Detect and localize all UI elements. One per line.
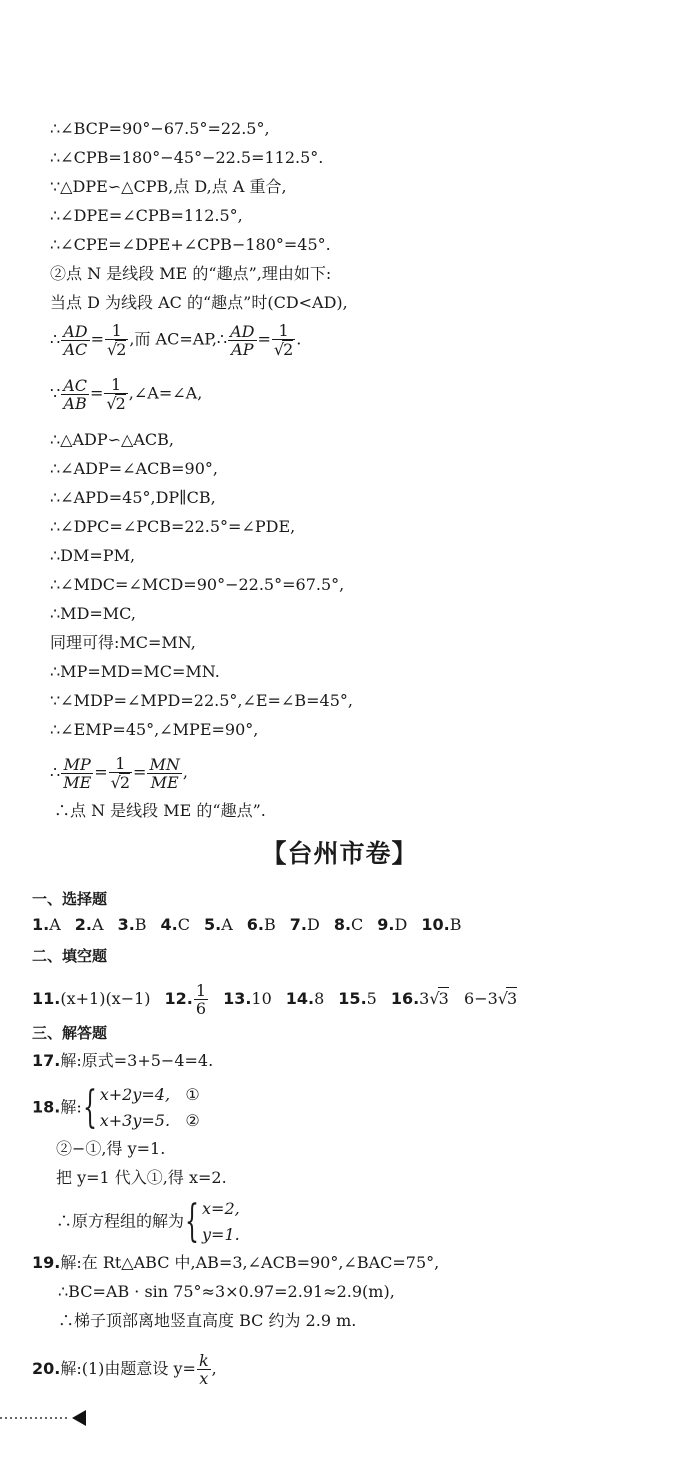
fill-answers (32, 982, 531, 1017)
radicand: 2 (116, 340, 127, 359)
answer-item: 5.A (204, 915, 233, 934)
answer-item: 11.(x+1)(x−1) (32, 989, 151, 1008)
answer-item: 3.B (117, 915, 147, 934)
answer-item: 15.5 (338, 989, 377, 1008)
denominator: √2 (106, 394, 126, 413)
fraction-line (50, 322, 301, 358)
equals: = (89, 383, 104, 403)
answer-item: 13.10 (223, 989, 272, 1008)
fraction-text: ,∠A=∠A, (128, 383, 203, 403)
solution-line: ∴DM=PM, (50, 546, 136, 565)
q19: 19.解:在 Rt△ABC 中,AB=3,∠ACB=90°,∠BAC=75°, (32, 1253, 440, 1272)
solution-line: ∴∠MDC=∠MCD=90°−22.5°=67.5°, (50, 575, 345, 594)
fraction (61, 323, 89, 358)
answer-item: 2.A (74, 915, 104, 934)
part3-heading: 三、解答题 (32, 1024, 108, 1042)
fraction (61, 756, 93, 791)
solution-line: ②点 N 是线段 ME 的“趣点”,理由如下: (50, 264, 332, 283)
numerator: 1 (105, 322, 128, 340)
numerator: AD (230, 321, 255, 341)
fraction: $\frac{k}{x}$ (198, 1351, 209, 1388)
denominator: AB (63, 393, 87, 413)
because-symbol: ∵ (50, 383, 61, 403)
denominator: √2 (106, 340, 127, 359)
solution-line: ∴∠CPE=∠DPE+∠CPB−180°=45°. (50, 235, 331, 254)
denominator: ME (150, 772, 179, 792)
solution-line: ∴∠ADP=∠ACB=90°, (50, 459, 218, 478)
numerator: 1 (272, 322, 295, 340)
q18-step: 把 y=1 代入①,得 x=2. (56, 1168, 227, 1187)
therefore-symbol: ∴ (50, 762, 61, 782)
q18-solution: ∴原方程组的解为{ x=2, y=1. (56, 1196, 240, 1247)
q19-line: ∴梯子顶部离地竖直高度 BC 约为 2.9 m. (58, 1311, 357, 1330)
denominator: √2 (110, 773, 131, 792)
fraction (147, 756, 181, 791)
solution-line: 当点 D 为线段 AC 的“趣点”时(CD<AD), (50, 293, 348, 312)
answer-item: 10.B (421, 915, 462, 934)
solution-line: ∵∠MDP=∠MPD=22.5°,∠E=∠B=45°, (50, 691, 353, 710)
q17: 17.解:原式=3+5−4=4. (32, 1051, 214, 1070)
fraction-text: . (296, 329, 302, 349)
choice-answers (32, 914, 475, 936)
numerator: 1 (104, 376, 127, 394)
equals: = (94, 762, 108, 782)
page-marker-icon (0, 1406, 96, 1430)
numerator: AC (63, 375, 87, 395)
system-brace: { (185, 1196, 200, 1247)
solution-line: ∴∠CPB=180°−45°−22.5=112.5°. (50, 148, 324, 167)
fraction-line (50, 755, 188, 791)
solution-line: ∴∠DPE=∠CPB=112.5°, (50, 206, 243, 225)
equals: = (133, 762, 147, 782)
solution-line: ∴MD=MC, (50, 604, 136, 623)
radicand: 2 (119, 773, 131, 792)
denominator: √2 (273, 340, 294, 359)
solution-line: ∴△ADP∽△ACB, (50, 430, 174, 449)
answer-item: 1.A (32, 915, 61, 934)
fraction (105, 322, 128, 358)
solution-line: ∴∠BCP=90°−67.5°=22.5°, (50, 119, 270, 138)
solution-line: ∴∠DPC=∠PCB=22.5°=∠PDE, (50, 517, 296, 536)
denominator: AC (63, 339, 88, 359)
q20: 20.解:(1)由题意设 y= $\frac{k}{x}$ , (32, 1351, 217, 1388)
therefore-symbol: ∴ (50, 329, 61, 349)
answer-item: 9.D (377, 915, 408, 934)
equals: = (90, 329, 104, 349)
answer-item: 14.8 (285, 989, 325, 1008)
radicand: 2 (283, 340, 294, 359)
q19-line: ∴BC=AB · sin 75°≈3×0.97=2.91≈2.9(m), (58, 1282, 395, 1301)
solution-line: ∴∠APD=45°,DP∥CB, (50, 488, 216, 507)
equals: = (257, 329, 271, 349)
fraction (104, 376, 127, 412)
section-title: 【台州市卷】 (261, 839, 418, 868)
system-brace: { (82, 1082, 97, 1133)
fraction (228, 323, 256, 358)
answer-item: 16.3√3 6−3√3 (390, 989, 518, 1008)
fraction (109, 755, 132, 791)
fraction-line (50, 376, 202, 412)
answer-item: 12. $\frac{1}{6}$ (164, 981, 207, 1018)
fraction-text: , (182, 762, 188, 782)
q18: 18.解:{ x+2y=4, ① x+3y=5. ② (32, 1082, 200, 1133)
denominator: ME (63, 772, 92, 792)
solution-line: ∴MP=MD=MC=MN. (50, 662, 220, 681)
solution-line: ∵△DPE∽△CPB,点 D,点 A 重合, (50, 177, 287, 196)
numerator: AD (63, 321, 88, 341)
numerator: 1 (109, 755, 132, 773)
fraction (61, 377, 89, 412)
radicand: 2 (115, 394, 126, 413)
answer-item: 7.D (289, 915, 320, 934)
fraction: $\frac{1}{6}$ (195, 981, 207, 1018)
answer-item: 4.C (160, 915, 191, 934)
answer-item: 8.C (333, 915, 364, 934)
fraction-text: ,而 AC=AP,∴ (129, 329, 228, 349)
part2-heading: 二、填空题 (32, 947, 108, 965)
numerator: MN (149, 754, 180, 774)
fraction (272, 322, 295, 358)
numerator: MP (61, 756, 93, 774)
conclusion: ∴点 N 是线段 ME 的“趣点”. (54, 801, 266, 820)
denominator: AP (231, 339, 254, 359)
solution-line: ∴∠EMP=45°,∠MPE=90°, (50, 720, 259, 739)
answer-item: 6.B (246, 915, 276, 934)
q18-step: ②−①,得 y=1. (56, 1139, 166, 1158)
solution-system: x=2, y=1. (202, 1199, 240, 1244)
solution-line: 同理可得:MC=MN, (50, 633, 196, 652)
equation-system: x+2y=4, ① x+3y=5. ② (99, 1085, 200, 1130)
part1-heading: 一、选择题 (32, 890, 108, 908)
